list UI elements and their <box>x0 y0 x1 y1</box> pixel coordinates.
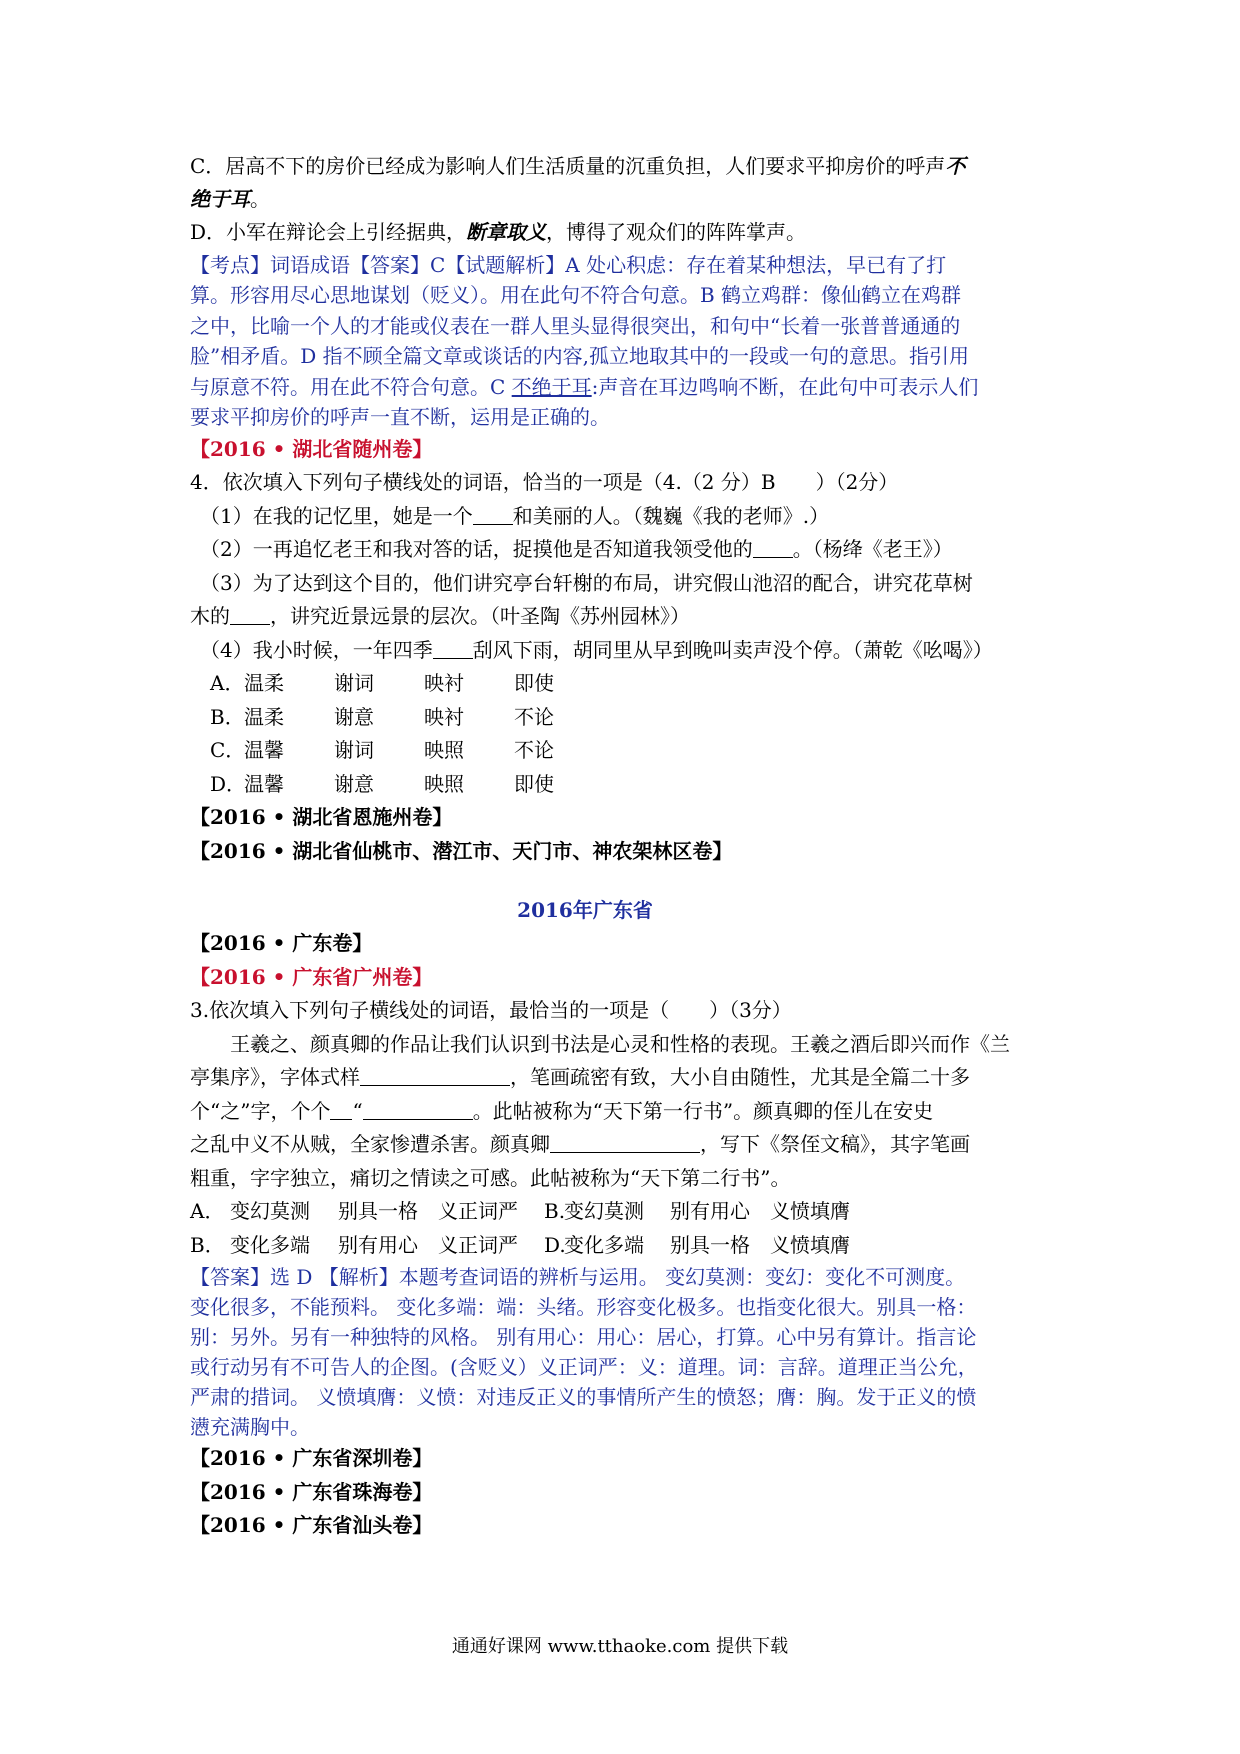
q4-option-d: D．温馨 谢意 映照 即使 <box>210 771 554 796</box>
q4-sentence-2: （2）一再追忆老王和我对答的话，捉摸他是否知道我领受他的 。（杨绛《老王》） <box>200 537 953 561</box>
q4-sentence-3-cont: 木的 ，讲究近景远景的层次。（叶圣陶《苏州园林》） <box>190 604 690 628</box>
q3-options-row-1: A． 变幻莫测 别具一格 义正词严 B.变幻莫测 别有用心 义愤填膺 <box>190 1199 850 1223</box>
blank <box>330 1099 352 1120</box>
q4-option-b: B．温柔 谢意 映衬 不论 <box>210 704 554 729</box>
q3-stem: 3.依次填入下列句子横线处的词语，最恰当的一项是（ ）（3分） <box>190 998 792 1022</box>
q3-paragraph-4: 之乱中义不从贼，全家惨遭杀害。颜真卿 ，写下《祭侄文稿》，其字笔画 <box>190 1132 970 1156</box>
q3-paragraph-3: 个“之”字，个个 “ 。此帖被称为“天下第一行书”。颜真卿的侄儿在安史 <box>190 1098 934 1123</box>
q4-sentence-4: （4）我小时候，一年四季 刮风下雨，胡同里从早到晚叫卖声没个停。（萧乾《吆喝》） <box>200 637 993 662</box>
source-xiantao: 【2016 • 湖北省仙桃市、潜江市、天门市、神农架林区卷】 <box>190 838 733 863</box>
analysis-q3: 【答案】选 D 【解析】本题考查词语的辨析与运用。 变幻莫测：变幻：变化不可测度。变化很多，不能预料。 变化多端：端：头绪。形容变化极多。也指变化很大。别具一格：别：另外。另有一种独特的风格。 别有用心：用心：居心，打算。心中另有算计。指言论或行动另有不可告人的企图。(含贬义）义正词严：义：道理。词：言辞。道理正当公允，严肃的措词。 义愤填膺：义愤：对违反正义的事情所产生的愤怒；膺：胸。发于正义的愤懑充满胸中。 <box>190 1265 978 1439</box>
source-suizhou: 【2016 • 湖北省随州卷】 <box>190 436 433 461</box>
q4-option-a: A．温柔 谢词 映衬 即使 <box>210 671 554 695</box>
idiom-buyueryu: 不绝于耳 <box>190 154 966 211</box>
blank <box>473 504 513 525</box>
blank <box>753 537 793 558</box>
blank <box>360 1065 510 1086</box>
q3-options-row-2: B． 变化多端 别有用心 义正词严 D.变化多端 别具一格 义愤填膺 <box>190 1232 850 1257</box>
blank <box>433 638 473 659</box>
document-body <box>190 150 1060 1543</box>
blank <box>363 1099 473 1120</box>
section-title: 2016年广东省 <box>517 898 653 922</box>
source-guangzhou: 【2016 • 广东省广州卷】 <box>190 964 433 989</box>
analysis-q-prev: 【考点】词语成语【答案】C【试题解析】A 处心积虑：存在着某种想法，早已有了打算。形容用尽心思地谋划（贬义）。用在此句不符合句意。B 鹤立鸡群：像仙鹤立在鸡群之中，比喻一个人的才能或仪表在一群人里头显得很突出，和句中“长着一张普普通通的脸”相矛盾。D 指不顾全篇文章或谈话的内容,孤立地取其中的一段或一句的意思。指引用与原意不符。用在此不符合句意。C 不绝于耳:声音在耳边鸣响不断，在此句中可表示人们要求平抑房价的呼声一直不断，运用是正确的。 <box>190 252 979 429</box>
q3-paragraph-2: 亭集序》，字体式样 ，笔画疏密有致，大小自由随性，尤其是全篇二十多 <box>190 1065 970 1089</box>
page-footer: 通通好课网 www.tthaoke.com 提供下载 <box>451 1636 789 1657</box>
q4-sentence-3: （3）为了达到这个目的，他们讲究亭台轩榭的布局，讲究假山池沼的配合，讲究花草树 <box>200 570 973 595</box>
q4-option-c: C．温馨 谢词 映照 不论 <box>210 738 554 762</box>
source-enshi: 【2016 • 湖北省恩施州卷】 <box>190 805 453 829</box>
source-shantou: 【2016 • 广东省汕头卷】 <box>190 1513 433 1537</box>
blank <box>550 1132 700 1153</box>
q3-paragraph-1: 王羲之、颜真卿的作品让我们认识到书法是心灵和性格的表现。王羲之酒后即兴而作《兰 <box>230 1031 1010 1056</box>
source-guangdong: 【2016 • 广东卷】 <box>190 931 373 955</box>
question-c: C．居高不下的房价已经成为影响人们生活质量的沉重负担，人们要求平抑房价的呼声不绝于耳。 <box>190 154 966 211</box>
q4-sentence-1: （1）在我的记忆里，她是一个 和美丽的人。（魏巍《我的老师》.） <box>200 503 830 528</box>
q3-paragraph-5: 粗重，字字独立，痛切之情读之可感。此帖被称为“天下第二行书”。 <box>190 1165 791 1190</box>
idiom-duanzhangquyi: 断章取义 <box>466 220 547 244</box>
source-shenzhen: 【2016 • 广东省深圳卷】 <box>190 1446 433 1470</box>
question-d: D．小军在辩论会上引经据典，断章取义，博得了观众们的阵阵掌声。 <box>190 220 807 244</box>
q4-stem: 4．依次填入下列句子横线处的词语，恰当的一项是（4.（2 分）B ）（2分） <box>190 470 899 494</box>
source-zhuhai: 【2016 • 广东省珠海卷】 <box>190 1479 433 1504</box>
blank <box>230 604 270 625</box>
